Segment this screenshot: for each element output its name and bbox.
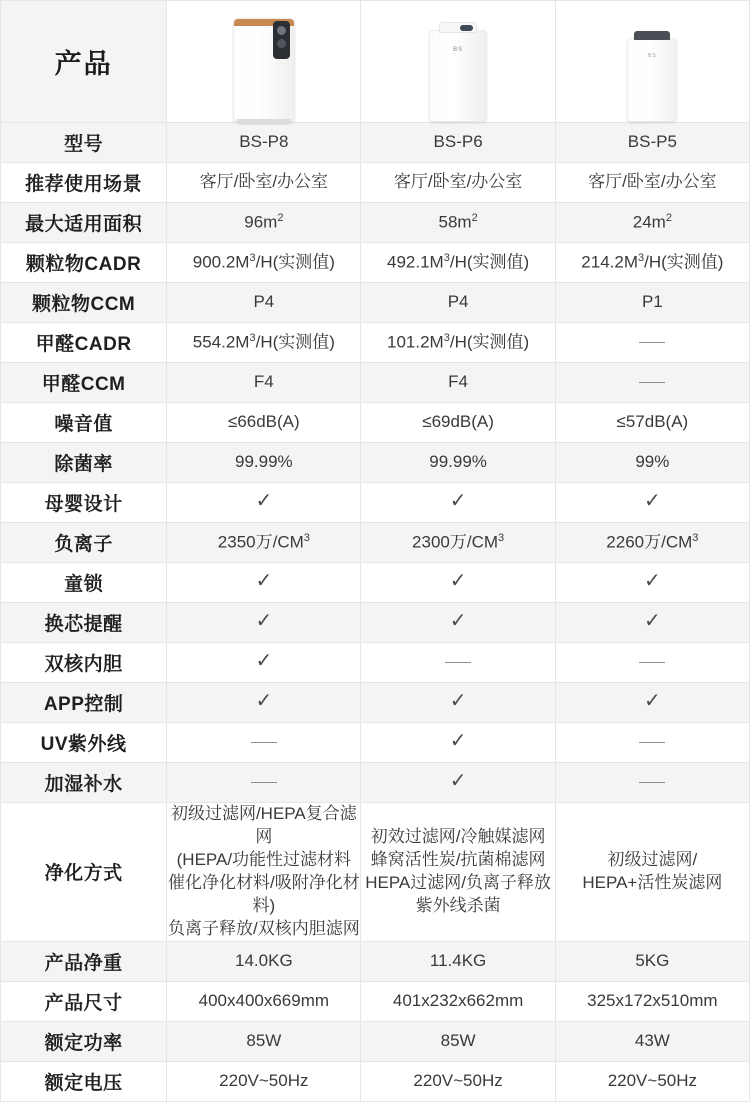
row-label: 颗粒物CADR	[1, 243, 167, 283]
cell-value: 5KG	[555, 941, 749, 981]
table-row	[1, 283, 750, 323]
cell-value: 85W	[167, 1021, 361, 1061]
cell-value	[361, 723, 555, 763]
table-row	[1, 683, 750, 723]
cell-value: $24m^2$	[555, 203, 749, 243]
cell-value: P4	[361, 283, 555, 323]
cell-value	[361, 683, 555, 723]
cell-value: $96m^2$	[167, 203, 361, 243]
cell-value: BS-P8	[167, 123, 361, 163]
cell-value: $58m^2$	[361, 203, 555, 243]
cell-value: ≤66dB(A)	[167, 403, 361, 443]
not-available-dash-icon	[639, 742, 665, 743]
cell-value: $900.2M^3/H$(实测值)	[167, 243, 361, 283]
cell-value	[167, 483, 361, 523]
cell-value: 220V~50Hz	[167, 1061, 361, 1101]
check-icon: ✓	[255, 570, 273, 593]
cell-value: 325x172x510mm	[555, 981, 749, 1021]
cell-value	[361, 763, 555, 803]
air-purifier-p8-icon	[233, 18, 295, 122]
table-row	[1, 563, 750, 603]
row-label: 额定电压	[1, 1061, 167, 1101]
cell-value: BS-P5	[555, 123, 749, 163]
row-label: 颗粒物CCM	[1, 283, 167, 323]
cell-value	[555, 643, 749, 683]
cell-value: ≤69dB(A)	[361, 403, 555, 443]
row-label: APP控制	[1, 683, 167, 723]
cell-value	[361, 483, 555, 523]
table-row	[1, 1061, 750, 1101]
cell-value	[361, 603, 555, 643]
not-available-dash-icon	[251, 742, 277, 743]
row-label: 童锁	[1, 563, 167, 603]
table-row	[1, 363, 750, 403]
row-label: 产品尺寸	[1, 981, 167, 1021]
cell-value: P4	[167, 283, 361, 323]
table-header-row	[1, 1, 750, 123]
cell-value: 客厅/卧室/办公室	[555, 163, 749, 203]
check-icon: ✓	[255, 690, 273, 713]
cell-value: $214.2M^3/H$(实测值)	[555, 243, 749, 283]
table-row	[1, 803, 750, 942]
cell-value: 43W	[555, 1021, 749, 1061]
cell-value: 初效过滤网/冷触媒滤网 蜂窝活性炭/抗菌棉滤网 HEPA过滤网/负离子释放 紫外线杀菌	[361, 803, 555, 942]
page-title: 产品	[1, 1, 167, 123]
cell-value: 初级过滤网/HEPA复合滤网 (HEPA/功能性过滤材料 催化净化材料/吸附净化材料) 负离子释放/双核内胆滤网	[167, 803, 361, 942]
air-purifier-p5-icon: BS	[627, 38, 677, 122]
cell-value: 11.4KG	[361, 941, 555, 981]
check-icon: ✓	[255, 610, 273, 633]
cell-value: F4	[167, 363, 361, 403]
product-image-cell-1	[167, 1, 361, 123]
table-row	[1, 123, 750, 163]
table-row	[1, 643, 750, 683]
cell-value: 2300万$/CM^3$	[361, 523, 555, 563]
cell-value: 99.99%	[361, 443, 555, 483]
row-label: 噪音值	[1, 403, 167, 443]
cell-value: 220V~50Hz	[361, 1061, 555, 1101]
row-label: 甲醛CADR	[1, 323, 167, 363]
row-label: 额定功率	[1, 1021, 167, 1061]
row-label: 最大适用面积	[1, 203, 167, 243]
cell-value: BS-P6	[361, 123, 555, 163]
row-label: 型号	[1, 123, 167, 163]
cell-value	[555, 323, 749, 363]
check-icon: ✓	[643, 570, 661, 593]
row-label: 推荐使用场景	[1, 163, 167, 203]
check-icon: ✓	[255, 650, 273, 673]
not-available-dash-icon	[639, 782, 665, 783]
cell-value	[555, 723, 749, 763]
cell-value	[555, 363, 749, 403]
table-row	[1, 941, 750, 981]
cell-value: 99.99%	[167, 443, 361, 483]
table-row	[1, 203, 750, 243]
cell-value	[167, 763, 361, 803]
product-image-cell-3	[555, 1, 749, 123]
table-row	[1, 981, 750, 1021]
not-available-dash-icon	[445, 662, 471, 663]
cell-value: 初级过滤网/ HEPA+活性炭滤网	[555, 803, 749, 942]
cell-value	[167, 723, 361, 763]
cell-value: 85W	[361, 1021, 555, 1061]
cell-value: 99%	[555, 443, 749, 483]
row-label: 甲醛CCM	[1, 363, 167, 403]
check-icon: ✓	[449, 730, 467, 753]
product-image-cell-2	[361, 1, 555, 123]
table-row	[1, 243, 750, 283]
row-label: 净化方式	[1, 803, 167, 942]
cell-value	[167, 603, 361, 643]
not-available-dash-icon	[639, 342, 665, 343]
cell-value: ≤57dB(A)	[555, 403, 749, 443]
cell-value: 客厅/卧室/办公室	[361, 163, 555, 203]
check-icon: ✓	[643, 690, 661, 713]
check-icon: ✓	[643, 610, 661, 633]
row-label: 产品净重	[1, 941, 167, 981]
check-icon: ✓	[449, 610, 467, 633]
check-icon: ✓	[449, 570, 467, 593]
table-row	[1, 403, 750, 443]
cell-value: 220V~50Hz	[555, 1061, 749, 1101]
cell-value	[167, 643, 361, 683]
cell-value	[167, 563, 361, 603]
cell-value	[555, 763, 749, 803]
row-label: 除菌率	[1, 443, 167, 483]
table-row	[1, 483, 750, 523]
cell-value: 401x232x662mm	[361, 981, 555, 1021]
cell-value: 400x400x669mm	[167, 981, 361, 1021]
row-label: UV紫外线	[1, 723, 167, 763]
table-row	[1, 163, 750, 203]
table-row	[1, 523, 750, 563]
cell-value	[555, 483, 749, 523]
row-label: 负离子	[1, 523, 167, 563]
cell-value	[555, 683, 749, 723]
check-icon: ✓	[449, 690, 467, 713]
check-icon: ✓	[255, 490, 273, 513]
row-label: 双核内胆	[1, 643, 167, 683]
cell-value	[555, 563, 749, 603]
cell-value: $101.2M^3/H$(实测值)	[361, 323, 555, 363]
table-row	[1, 763, 750, 803]
table-body	[1, 1, 750, 1102]
not-available-dash-icon	[251, 782, 277, 783]
row-label: 加湿补水	[1, 763, 167, 803]
cell-value	[167, 683, 361, 723]
cell-value: F4	[361, 363, 555, 403]
check-icon: ✓	[643, 490, 661, 513]
cell-value: P1	[555, 283, 749, 323]
table-row	[1, 443, 750, 483]
table-row	[1, 603, 750, 643]
cell-value: 14.0KG	[167, 941, 361, 981]
not-available-dash-icon	[639, 382, 665, 383]
cell-value: 2350万$/CM^3$	[167, 523, 361, 563]
cell-value: 客厅/卧室/办公室	[167, 163, 361, 203]
not-available-dash-icon	[639, 662, 665, 663]
air-purifier-p6-icon: BS	[429, 30, 487, 122]
table-row	[1, 1021, 750, 1061]
cell-value	[361, 563, 555, 603]
cell-value	[555, 603, 749, 643]
table-row	[1, 723, 750, 763]
row-label: 换芯提醒	[1, 603, 167, 643]
row-label: 母婴设计	[1, 483, 167, 523]
check-icon: ✓	[449, 490, 467, 513]
cell-value: $492.1M^3/H$(实测值)	[361, 243, 555, 283]
cell-value: $554.2M^3/H$(实测值)	[167, 323, 361, 363]
cell-value	[361, 643, 555, 683]
table-row	[1, 323, 750, 363]
cell-value: 2260万$/CM^3$	[555, 523, 749, 563]
check-icon: ✓	[449, 770, 467, 793]
